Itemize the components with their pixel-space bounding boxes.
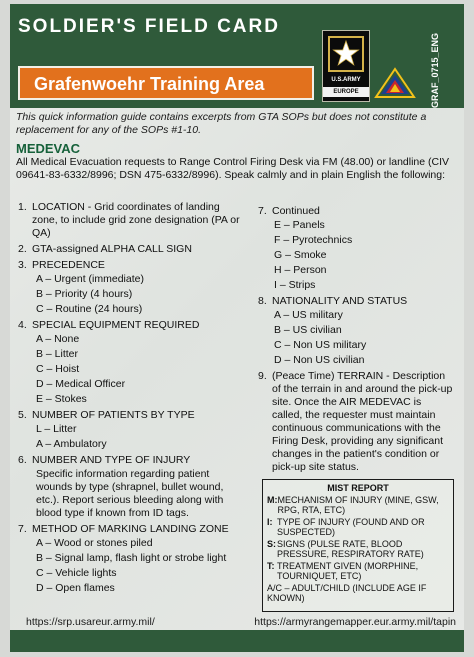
mist-value: TYPE OF INJURY (FOUND AND OR SUSPECTED) xyxy=(277,516,425,537)
item-text: SPECIAL EQUIPMENT REQUIRED xyxy=(32,319,200,331)
item-number: 2. xyxy=(18,243,27,255)
item-text: GTA-assigned ALPHA CALL SIGN xyxy=(32,243,192,255)
item-text: NUMBER AND TYPE OF INJURY xyxy=(32,454,191,466)
sub-item: D – Medical Officer xyxy=(36,378,126,390)
seventh-army-patch-icon xyxy=(374,66,416,100)
item-text: (Peace Time) TERRAIN - Description of the terrain in and around the pick-up site. Once the AIR MEDEVAC is called, the requester must maintain continuous communications with the Firing Desk, providing any significant changes in the patient's condition or pick-up site status. xyxy=(272,370,453,473)
mist-key: M: xyxy=(267,494,278,505)
sub-item: A – Urgent (immediate) xyxy=(36,273,144,285)
card-subtitle: Grafenwoehr Training Area xyxy=(34,74,265,94)
sub-item: D – Non US civilian xyxy=(274,354,365,366)
list-item xyxy=(258,205,454,292)
list-item-head xyxy=(18,319,246,332)
subtitle-banner xyxy=(18,66,314,100)
left-column xyxy=(18,201,246,598)
sub-item: B – US civilian xyxy=(274,324,342,336)
sub-item: A – Ambulatory xyxy=(36,438,107,450)
mist-row xyxy=(267,517,449,538)
item-text: Continued xyxy=(272,205,320,217)
sub-item: A – None xyxy=(36,333,80,345)
mist-key: T: xyxy=(267,560,275,571)
section-title: MEDEVAC xyxy=(16,141,81,156)
list-item xyxy=(258,370,454,474)
field-card xyxy=(10,4,464,652)
sub-item: F – Pyrotechnics xyxy=(274,234,353,246)
list-item-head xyxy=(18,523,246,536)
mist-ac: A/C – ADULT/CHILD (INCLUDE AGE IF KNOWN) xyxy=(267,582,427,603)
sub-item: Specific information regarding patient wounds by type (shrapnel, bullet wound, etc.). Report serious bleeding along with blood type if known from ID tags. xyxy=(36,468,224,519)
sub-item: L – Litter xyxy=(36,423,77,435)
sub-item: B – Priority (4 hours) xyxy=(36,288,133,300)
list-item xyxy=(18,409,246,451)
list-item-head xyxy=(18,259,246,272)
sub-item: B – Signal lamp, flash light or strobe light xyxy=(36,552,227,564)
sub-item: D – Open flames xyxy=(36,582,115,594)
link-srp[interactable]: https://srp.usareur.army.mil/ xyxy=(26,616,155,628)
sub-item: I – Strips xyxy=(274,279,316,291)
item-text: LOCATION - Grid coordinates of landing zone, to include grid zone designation (PA or QA) xyxy=(32,201,240,239)
item-text: NATIONALITY AND STATUS xyxy=(272,295,408,307)
bottom-bar xyxy=(10,630,464,652)
list-item-head xyxy=(18,201,246,240)
card-code: GRAF_0715_ENG xyxy=(430,32,440,108)
list-item xyxy=(18,243,246,256)
link-rangemapper[interactable]: https://armyrangemapper.eur.army.mil/tapin xyxy=(254,616,456,628)
mist-report-box xyxy=(262,479,454,612)
item-number: 7. xyxy=(18,523,27,535)
item-number: 3. xyxy=(18,259,27,271)
list-item xyxy=(18,259,246,316)
item-text: NUMBER OF PATIENTS BY TYPE xyxy=(32,409,195,421)
item-text: METHOD OF MARKING LANDING ZONE xyxy=(32,523,229,535)
lead-text: All Medical Evacuation requests to Range Control Firing Desk via FM (48.00) or landline (CIV 09641-83-6332/8996; DSN 475-6332/8996). Speak calmly and in plain English the following: xyxy=(16,156,450,181)
list-item xyxy=(18,523,246,595)
card-title: SOLDIER'S FIELD CARD xyxy=(18,16,280,37)
army-star-icon xyxy=(327,35,365,73)
mist-value: TREATMENT GIVEN (MORPHINE, TOURNIQUET, ETC) xyxy=(277,560,419,581)
item-number: 5. xyxy=(18,409,27,421)
intro-text: This quick information guide contains excerpts from GTA SOPs but does not constitute a replacement for any of the SOPs #1-10. xyxy=(16,111,427,136)
list-item xyxy=(18,319,246,406)
list-item xyxy=(18,201,246,240)
sub-item: C – Non US military xyxy=(274,339,367,351)
sub-item: H – Person xyxy=(274,264,327,276)
item-number: 9. xyxy=(258,370,267,382)
list-item-head xyxy=(258,205,454,218)
item-text: PRECEDENCE xyxy=(32,259,105,271)
sub-item: A – Wood or stones piled xyxy=(36,537,153,549)
right-column xyxy=(258,205,454,477)
logo-text-europe: EUROPE xyxy=(323,87,369,97)
mist-row xyxy=(267,495,449,516)
list-item xyxy=(18,454,246,520)
mist-row xyxy=(267,539,449,560)
list-item-head xyxy=(18,409,246,422)
list-item-head xyxy=(18,243,246,256)
mist-row xyxy=(267,561,449,582)
item-number: 1. xyxy=(18,201,27,213)
mist-key: S: xyxy=(267,538,276,549)
sub-item: E – Stokes xyxy=(36,393,87,405)
list-item-head xyxy=(258,295,454,308)
links-row xyxy=(26,616,456,628)
mist-value: MECHANISM OF INJURY (MINE, GSW, RPG, RTA, ETC) xyxy=(277,494,439,515)
mist-key: I: xyxy=(267,516,273,527)
item-number: 8. xyxy=(258,295,267,307)
sub-item: C – Routine (24 hours) xyxy=(36,303,143,315)
army-europe-logo xyxy=(322,30,370,102)
item-number: 4. xyxy=(18,319,27,331)
sub-item: C – Vehicle lights xyxy=(36,567,117,579)
sub-item: G – Smoke xyxy=(274,249,327,261)
item-number: 6. xyxy=(18,454,27,466)
item-number: 7. xyxy=(258,205,267,217)
sub-item: C – Hoist xyxy=(36,363,80,375)
sub-item: A – US military xyxy=(274,309,343,321)
mist-title: MIST REPORT xyxy=(327,483,389,493)
list-item-head xyxy=(258,370,454,474)
card-header xyxy=(10,4,464,108)
sub-item: E – Panels xyxy=(274,219,325,231)
sub-item: B – Litter xyxy=(36,348,79,360)
mist-value: SIGNS (PULSE RATE, BLOOD PRESSURE, RESPIRATORY RATE) xyxy=(277,538,424,559)
mist-rows xyxy=(267,495,449,582)
logo-text-army: U.S.ARMY xyxy=(331,77,361,83)
list-item-head xyxy=(18,454,246,467)
list-item xyxy=(258,295,454,367)
